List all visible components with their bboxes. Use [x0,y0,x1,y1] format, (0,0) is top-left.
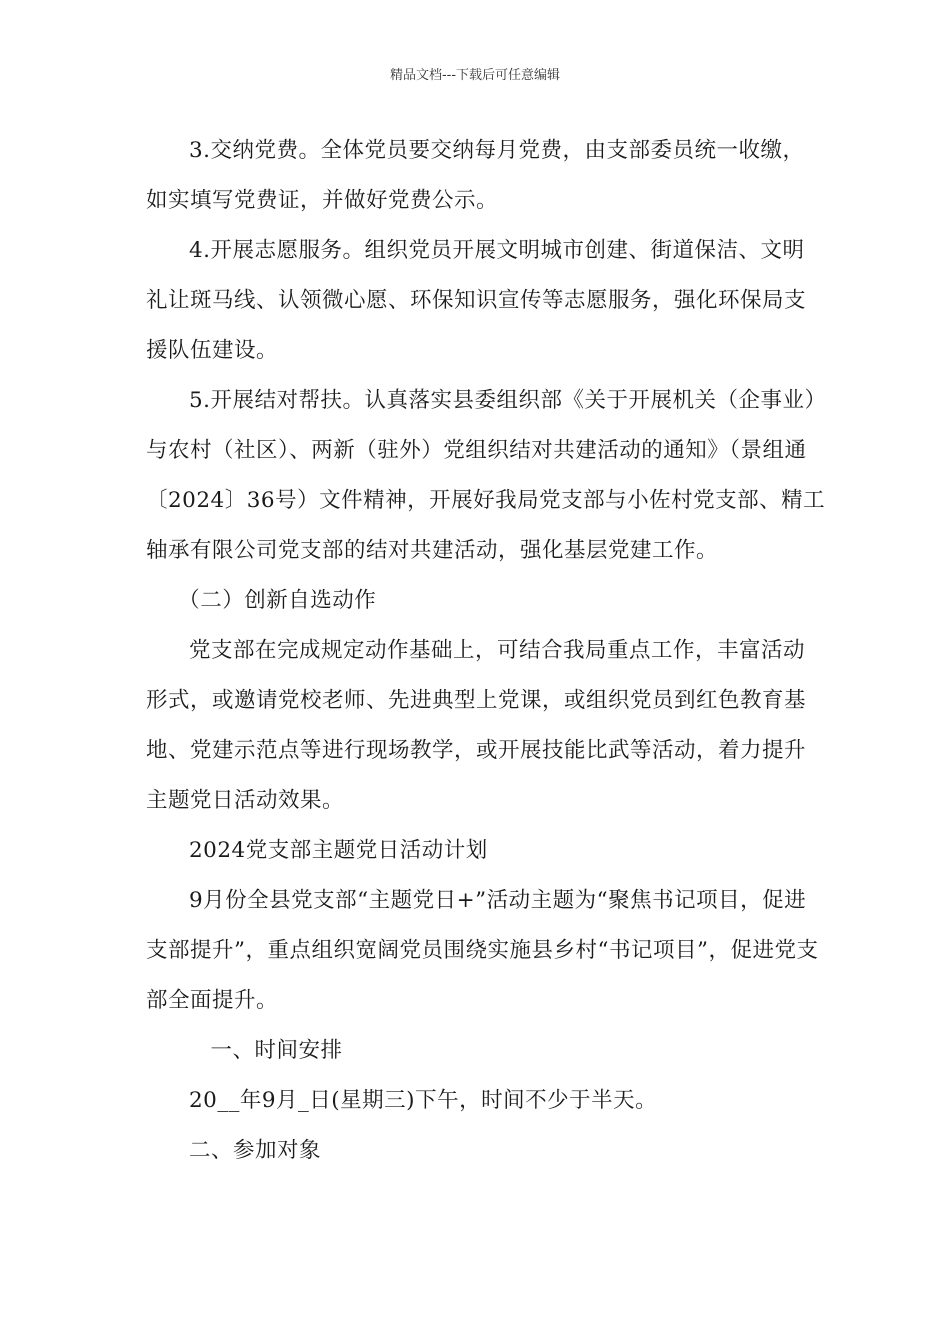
paragraph-schedule: 20__年9月_日(星期三)下午，时间不少于半天。 [189,1088,658,1113]
section-heading-optional-actions: （二）创新自选动作 [178,588,377,613]
section-heading-participants: 二、参加对象 [189,1138,322,1163]
paragraph-volunteer-service: 4.开展志愿服务。组织党员开展文明城市创建、街道保洁、文明礼让斑马线、认领微心愿、环保知识宣传等志愿服务，强化环保局支援队伍建设。 [146,238,807,363]
section-heading-schedule: 一、时间安排 [210,1038,343,1063]
paragraph-theme: 9月份全县党支部“主题党日+”活动主题为“聚焦书记项目，促进支部提升”，重点组织宽阔党员围绕实施县乡村“书记项目”，促进党支部全面提升。 [146,888,819,1013]
paragraph-pairing-assistance: 5.开展结对帮扶。认真落实县委组织部《关于开展机关（企事业）与农村（社区）、两新（驻外）党组织结对共建活动的通知》（景组通〔2024〕36号）文件精神，开展好我局党支部与小佐村党支部、精工轴承有限公司党支部的结对共建活动，强化基层党建工作。 [146,388,826,563]
document-title: 2024党支部主题党日活动计划 [189,838,488,863]
paragraph-pay-dues: 3.交纳党费。全体党员要交纳每月党费，由支部委员统一收缴，如实填写党费证，并做好党费公示。 [146,138,805,213]
paragraph-optional-actions: 党支部在完成规定动作基础上，可结合我局重点工作，丰富活动形式，或邀请党校老师、先进典型上党课，或组织党员到红色教育基地、党建示范点等进行现场教学，或开展技能比武等活动，着力提升主题党日活动效果。 [146,638,807,813]
page-header: 精品文档---下载后可任意编辑 [389,68,561,83]
document-body [146,126,826,1176]
